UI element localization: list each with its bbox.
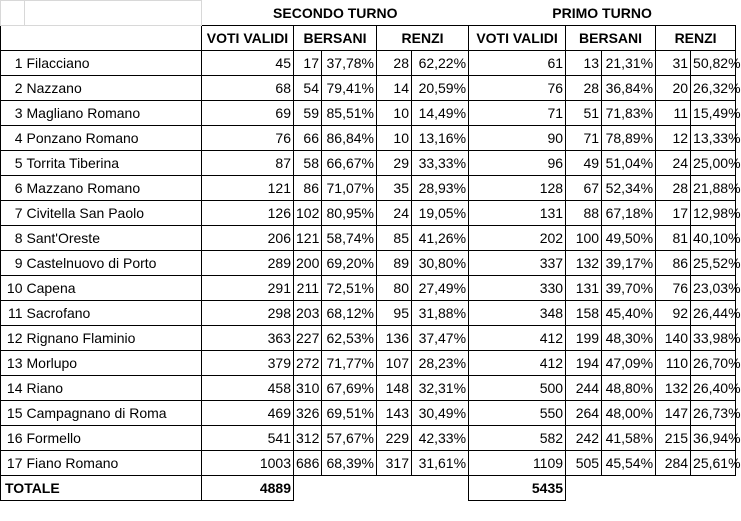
first-bersani-votes: 67 [566, 176, 602, 201]
second-renzi-pct: 13,16% [412, 126, 469, 151]
first-renzi-votes: 24 [656, 151, 691, 176]
municipality-name: Formello [25, 426, 202, 451]
first-bersani-pct: 41,58% [602, 426, 656, 451]
table-row [1, 76, 736, 101]
second-renzi-pct: 30,49% [412, 401, 469, 426]
second-bersani-pct: 79,41% [322, 76, 377, 101]
first-bersani-pct: 71,83% [602, 101, 656, 126]
first-renzi-pct: 26,32% [691, 76, 736, 101]
second-votes: 541 [202, 426, 294, 451]
first-bersani-votes: 158 [566, 301, 602, 326]
table-row [1, 176, 736, 201]
second-bersani-votes: 121 [294, 226, 322, 251]
first-renzi-pct: 25,00% [691, 151, 736, 176]
second-bersani-pct: 66,67% [322, 151, 377, 176]
second-bersani-votes: 227 [294, 326, 322, 351]
municipality-name: Campagnano di Roma [25, 401, 202, 426]
second-bersani-pct: 62,53% [322, 326, 377, 351]
second-votes: 289 [202, 251, 294, 276]
second-renzi-votes: 10 [377, 126, 412, 151]
first-renzi-pct: 26,73% [691, 401, 736, 426]
first-renzi-pct: 12,98% [691, 201, 736, 226]
first-bersani-pct: 48,00% [602, 401, 656, 426]
second-votes: 363 [202, 326, 294, 351]
first-votes: 71 [469, 101, 566, 126]
row-number: 10 [1, 276, 25, 301]
first-renzi-votes: 215 [656, 426, 691, 451]
second-bersani-pct: 68,39% [322, 451, 377, 476]
first-bersani-votes: 131 [566, 276, 602, 301]
second-renzi-votes: 229 [377, 426, 412, 451]
row-number: 5 [1, 151, 25, 176]
second-votes: 298 [202, 301, 294, 326]
row-number: 14 [1, 376, 25, 401]
second-bersani-pct: 85,51% [322, 101, 377, 126]
first-renzi-pct: 26,40% [691, 376, 736, 401]
first-renzi-votes: 20 [656, 76, 691, 101]
second-bersani-pct: 80,95% [322, 201, 377, 226]
first-votes: 500 [469, 376, 566, 401]
first-bersani-pct: 48,30% [602, 326, 656, 351]
row-number: 13 [1, 351, 25, 376]
first-bersani-votes: 100 [566, 226, 602, 251]
row-number: 15 [1, 401, 25, 426]
table-row [1, 401, 736, 426]
second-renzi-votes: 10 [377, 101, 412, 126]
second-renzi-pct: 19,05% [412, 201, 469, 226]
first-votes: 131 [469, 201, 566, 226]
second-renzi-votes: 28 [377, 51, 412, 76]
second-bersani-pct: 69,20% [322, 251, 377, 276]
first-renzi-votes: 92 [656, 301, 691, 326]
first-renzi-votes: 81 [656, 226, 691, 251]
second-renzi-pct: 28,93% [412, 176, 469, 201]
column-header-row [1, 26, 736, 51]
second-votes: 469 [202, 401, 294, 426]
municipality-name: Sant'Oreste [25, 226, 202, 251]
municipality-name: Mazzano Romano [25, 176, 202, 201]
second-renzi-votes: 89 [377, 251, 412, 276]
first-votes: 550 [469, 401, 566, 426]
first-votes: 412 [469, 326, 566, 351]
second-renzi-pct: 42,33% [412, 426, 469, 451]
second-renzi-pct: 32,31% [412, 376, 469, 401]
first-renzi-pct: 21,88% [691, 176, 736, 201]
total-second-votes: 4889 [202, 476, 294, 501]
first-renzi-pct: 26,44% [691, 301, 736, 326]
row-number: 1 [1, 51, 25, 76]
table-row [1, 51, 736, 76]
total-first-votes: 5435 [469, 476, 566, 501]
table-row [1, 351, 736, 376]
first-bersani-votes: 51 [566, 101, 602, 126]
first-renzi-votes: 140 [656, 326, 691, 351]
second-bersani-votes: 203 [294, 301, 322, 326]
first-bersani-votes: 244 [566, 376, 602, 401]
second-renzi-votes: 14 [377, 76, 412, 101]
table-row [1, 101, 736, 126]
bersani-header-first: BERSANI [566, 26, 656, 51]
first-renzi-pct: 13,33% [691, 126, 736, 151]
first-bersani-pct: 67,18% [602, 201, 656, 226]
first-bersani-votes: 242 [566, 426, 602, 451]
first-renzi-pct: 26,70% [691, 351, 736, 376]
group-header-row [1, 1, 736, 26]
second-votes: 291 [202, 276, 294, 301]
second-renzi-pct: 41,26% [412, 226, 469, 251]
row-number: 12 [1, 326, 25, 351]
first-votes: 412 [469, 351, 566, 376]
table-row [1, 151, 736, 176]
first-renzi-votes: 11 [656, 101, 691, 126]
second-renzi-votes: 317 [377, 451, 412, 476]
first-votes: 337 [469, 251, 566, 276]
first-bersani-pct: 51,04% [602, 151, 656, 176]
second-renzi-pct: 31,61% [412, 451, 469, 476]
second-renzi-votes: 24 [377, 201, 412, 226]
first-renzi-votes: 76 [656, 276, 691, 301]
first-bersani-votes: 71 [566, 126, 602, 151]
first-renzi-votes: 12 [656, 126, 691, 151]
second-bersani-votes: 272 [294, 351, 322, 376]
second-bersani-votes: 310 [294, 376, 322, 401]
first-votes: 1109 [469, 451, 566, 476]
total-row [1, 476, 736, 501]
second-votes: 379 [202, 351, 294, 376]
first-renzi-votes: 31 [656, 51, 691, 76]
second-bersani-pct: 72,51% [322, 276, 377, 301]
first-renzi-pct: 23,03% [691, 276, 736, 301]
row-number: 4 [1, 126, 25, 151]
second-renzi-votes: 29 [377, 151, 412, 176]
second-bersani-pct: 69,51% [322, 401, 377, 426]
municipality-name: Fiano Romano [25, 451, 202, 476]
first-bersani-votes: 49 [566, 151, 602, 176]
table-row [1, 251, 736, 276]
row-number: 9 [1, 251, 25, 276]
first-votes: 96 [469, 151, 566, 176]
municipality-name: Ponzano Romano [25, 126, 202, 151]
total-label: TOTALE [1, 476, 202, 501]
first-renzi-pct: 40,10% [691, 226, 736, 251]
first-renzi-votes: 110 [656, 351, 691, 376]
first-votes: 76 [469, 76, 566, 101]
second-bersani-votes: 54 [294, 76, 322, 101]
row-number: 16 [1, 426, 25, 451]
second-renzi-pct: 33,33% [412, 151, 469, 176]
second-bersani-votes: 59 [294, 101, 322, 126]
second-bersani-pct: 57,67% [322, 426, 377, 451]
first-renzi-votes: 132 [656, 376, 691, 401]
second-bersani-pct: 58,74% [322, 226, 377, 251]
second-renzi-pct: 20,59% [412, 76, 469, 101]
second-renzi-pct: 28,23% [412, 351, 469, 376]
second-renzi-votes: 143 [377, 401, 412, 426]
municipality-name: Torrita Tiberina [25, 151, 202, 176]
first-bersani-votes: 264 [566, 401, 602, 426]
table-row [1, 226, 736, 251]
votes-header-second: VOTI VALIDI [202, 26, 294, 51]
first-renzi-pct: 25,61% [691, 451, 736, 476]
second-votes: 121 [202, 176, 294, 201]
second-votes: 1003 [202, 451, 294, 476]
second-renzi-pct: 14,49% [412, 101, 469, 126]
votes-header-first: VOTI VALIDI [469, 26, 566, 51]
second-renzi-votes: 85 [377, 226, 412, 251]
row-number: 3 [1, 101, 25, 126]
second-votes: 126 [202, 201, 294, 226]
second-bersani-votes: 66 [294, 126, 322, 151]
first-votes: 128 [469, 176, 566, 201]
second-bersani-pct: 86,84% [322, 126, 377, 151]
first-bersani-pct: 39,17% [602, 251, 656, 276]
first-renzi-pct: 33,98% [691, 326, 736, 351]
first-bersani-pct: 21,31% [602, 51, 656, 76]
first-bersani-pct: 47,09% [602, 351, 656, 376]
first-bersani-pct: 49,50% [602, 226, 656, 251]
second-renzi-votes: 136 [377, 326, 412, 351]
second-bersani-votes: 86 [294, 176, 322, 201]
second-bersani-votes: 312 [294, 426, 322, 451]
row-number: 2 [1, 76, 25, 101]
first-bersani-votes: 505 [566, 451, 602, 476]
first-bersani-pct: 45,54% [602, 451, 656, 476]
municipality-name: Capena [25, 276, 202, 301]
first-bersani-votes: 28 [566, 76, 602, 101]
table-row [1, 326, 736, 351]
first-bersani-pct: 39,70% [602, 276, 656, 301]
second-renzi-votes: 95 [377, 301, 412, 326]
first-votes: 330 [469, 276, 566, 301]
table-row [1, 451, 736, 476]
second-renzi-votes: 148 [377, 376, 412, 401]
second-renzi-pct: 27,49% [412, 276, 469, 301]
row-number: 6 [1, 176, 25, 201]
first-renzi-pct: 50,82% [691, 51, 736, 76]
municipality-name: Nazzano [25, 76, 202, 101]
first-round-header: PRIMO TURNO [552, 4, 652, 21]
first-votes: 202 [469, 226, 566, 251]
first-renzi-votes: 86 [656, 251, 691, 276]
second-renzi-pct: 62,22% [412, 51, 469, 76]
second-votes: 69 [202, 101, 294, 126]
first-renzi-votes: 284 [656, 451, 691, 476]
row-number: 11 [1, 301, 25, 326]
municipality-name: Morlupo [25, 351, 202, 376]
first-bersani-pct: 52,34% [602, 176, 656, 201]
first-renzi-votes: 147 [656, 401, 691, 426]
municipality-name: Sacrofano [25, 301, 202, 326]
second-bersani-pct: 68,12% [322, 301, 377, 326]
second-round-header: SECONDO TURNO [273, 4, 398, 21]
second-bersani-votes: 102 [294, 201, 322, 226]
first-bersani-pct: 48,80% [602, 376, 656, 401]
second-bersani-votes: 326 [294, 401, 322, 426]
second-renzi-votes: 35 [377, 176, 412, 201]
second-bersani-votes: 686 [294, 451, 322, 476]
second-bersani-pct: 71,07% [322, 176, 377, 201]
first-bersani-votes: 13 [566, 51, 602, 76]
table-row [1, 126, 736, 151]
row-number: 17 [1, 451, 25, 476]
renzi-header-second: RENZI [377, 26, 469, 51]
first-renzi-votes: 17 [656, 201, 691, 226]
second-bersani-pct: 67,69% [322, 376, 377, 401]
row-number: 7 [1, 201, 25, 226]
table-row [1, 426, 736, 451]
first-votes: 61 [469, 51, 566, 76]
first-renzi-pct: 15,49% [691, 101, 736, 126]
municipality-name: Castelnuovo di Porto [25, 251, 202, 276]
first-bersani-pct: 45,40% [602, 301, 656, 326]
second-renzi-pct: 30,80% [412, 251, 469, 276]
table-row [1, 201, 736, 226]
first-bersani-pct: 78,89% [602, 126, 656, 151]
renzi-header-first: RENZI [656, 26, 736, 51]
bersani-header-second: BERSANI [294, 26, 377, 51]
first-votes: 582 [469, 426, 566, 451]
second-votes: 45 [202, 51, 294, 76]
second-bersani-pct: 37,78% [322, 51, 377, 76]
municipality-name: Civitella San Paolo [25, 201, 202, 226]
first-renzi-pct: 36,94% [691, 426, 736, 451]
table-row [1, 376, 736, 401]
table-row [1, 276, 736, 301]
row-number: 8 [1, 226, 25, 251]
municipality-name: Rignano Flaminio [25, 326, 202, 351]
second-bersani-votes: 200 [294, 251, 322, 276]
second-votes: 206 [202, 226, 294, 251]
first-bersani-votes: 132 [566, 251, 602, 276]
first-votes: 90 [469, 126, 566, 151]
second-renzi-votes: 80 [377, 276, 412, 301]
second-bersani-votes: 17 [294, 51, 322, 76]
municipality-name: Filacciano [25, 51, 202, 76]
first-bersani-votes: 88 [566, 201, 602, 226]
second-renzi-pct: 37,47% [412, 326, 469, 351]
first-renzi-pct: 25,52% [691, 251, 736, 276]
second-renzi-pct: 31,88% [412, 301, 469, 326]
first-renzi-votes: 28 [656, 176, 691, 201]
second-votes: 458 [202, 376, 294, 401]
second-bersani-votes: 58 [294, 151, 322, 176]
second-votes: 76 [202, 126, 294, 151]
second-bersani-pct: 71,77% [322, 351, 377, 376]
first-votes: 348 [469, 301, 566, 326]
municipality-name: Magliano Romano [25, 101, 202, 126]
table-row [1, 301, 736, 326]
first-bersani-votes: 199 [566, 326, 602, 351]
second-votes: 87 [202, 151, 294, 176]
first-bersani-votes: 194 [566, 351, 602, 376]
second-votes: 68 [202, 76, 294, 101]
municipality-name: Riano [25, 376, 202, 401]
first-bersani-pct: 36,84% [602, 76, 656, 101]
second-bersani-votes: 211 [294, 276, 322, 301]
second-renzi-votes: 107 [377, 351, 412, 376]
